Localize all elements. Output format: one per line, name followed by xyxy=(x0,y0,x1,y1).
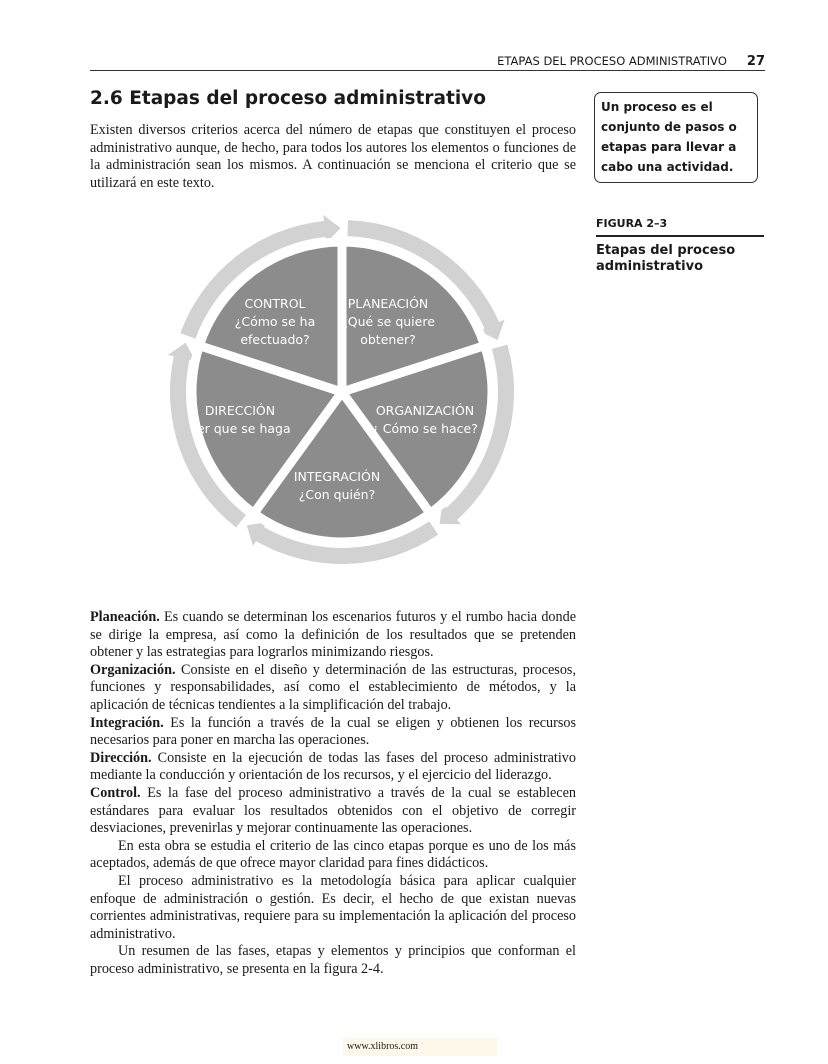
stage-question: Ver que se haga xyxy=(189,421,291,436)
definition-organizacion xyxy=(90,662,576,715)
definition: Consiste en el diseño y determinación de las estructuras, procesos, funciones y responsabilidades, así como el establecimiento de métodos, y la aplicación de técnicas tendientes a la simplificación del trabajo. xyxy=(90,661,576,713)
running-head-title: ETAPAS DEL PROCESO ADMINISTRATIVO xyxy=(497,54,727,68)
stage-name: ORGANIZACIÓN xyxy=(375,403,475,418)
paragraph: Un resumen de las fases, etapas y elementos y principios que conforman el proceso administrativo, se presenta en la figura 2-4. xyxy=(90,943,576,977)
footer-url: www.xlibros.com xyxy=(343,1038,497,1056)
stage-question: ¿Qué se quiere xyxy=(341,314,435,329)
term: Dirección. xyxy=(90,749,152,766)
section-heading: 2.6 Etapas del proceso administrativo xyxy=(90,88,486,109)
term: Organización. xyxy=(90,661,176,678)
stage-question: obtener? xyxy=(360,332,416,347)
definition-integracion xyxy=(90,715,576,750)
body-text xyxy=(90,609,576,978)
stage-question: ¿Cómo se ha xyxy=(234,314,316,329)
definition-control xyxy=(90,785,576,838)
definition-direccion xyxy=(90,750,576,785)
stage-label-control xyxy=(235,296,316,347)
stage-question: ¿ Cómo se hace? xyxy=(372,421,478,436)
definition: Consiste en la ejecución de todas las fases del proceso administrativo mediante la conducción y orientación de los recursos, y el ejercicio del liderazgo. xyxy=(90,749,576,784)
term: Integración. xyxy=(90,714,164,731)
stage-question: efectuado? xyxy=(240,332,310,347)
term: Planeación. xyxy=(90,609,160,625)
page-number: 27 xyxy=(746,54,765,69)
definition-planeacion xyxy=(90,609,576,662)
stage-name: CONTROL xyxy=(244,296,306,311)
process-wheel-diagram xyxy=(160,215,530,575)
definition: Es la fase del proceso administrativo a través de la cual se establecen estándares para evaluar los resultados obtenidos con el objetivo de corregir desviaciones, prevenirlas y mejorar continuamente las operaciones. xyxy=(90,784,576,837)
stage-name: INTEGRACIÓN xyxy=(293,469,381,484)
stage-name: PLANEACIÓN xyxy=(347,296,429,311)
definition: Es la función a través de la cual se eligen y obtienen los recursos necesarios para poner en marcha las operaciones. xyxy=(90,714,576,749)
figure-label: FIGURA 2–3 xyxy=(596,217,764,237)
term: Control. xyxy=(90,784,141,801)
paragraph: El proceso administrativo es la metodología básica para aplicar cualquier enfoque de administración o gestión. Es decir, el hecho de que existan nuevas corrientes administrativas, requiere para su implementación la aplicación del proceso administrativo. xyxy=(90,872,576,942)
intro-paragraph: Existen diversos criterios acerca del número de etapas que constituyen el proceso administrativo aunque, de hecho, para todos los autores los elementos o funciones de la administración sean los mismos. A continuación se menciona el criterio que se utilizará en este texto. xyxy=(90,122,576,191)
paragraph: En esta obra se estudia el criterio de las cinco etapas porque es uno de los más aceptados, además de que ofrece mayor claridad para fines didácticos. xyxy=(90,837,576,872)
stage-question: ¿Con quién? xyxy=(298,487,376,502)
stage-name: DIRECCIÓN xyxy=(204,403,276,418)
figure-title: Etapas del proceso administrativo xyxy=(596,243,736,274)
margin-note: Un proceso es el conjunto de pasos o etapas para llevar a cabo una actividad. xyxy=(594,92,758,183)
definition: Es cuando se determinan los escenarios futuros y el rumbo hacia donde se dirige la empresa, así como la definición de los resultados que se pretenden obtener y las estrategias para lograrlos minimizando riesgos. xyxy=(90,609,576,661)
running-head xyxy=(90,54,765,71)
